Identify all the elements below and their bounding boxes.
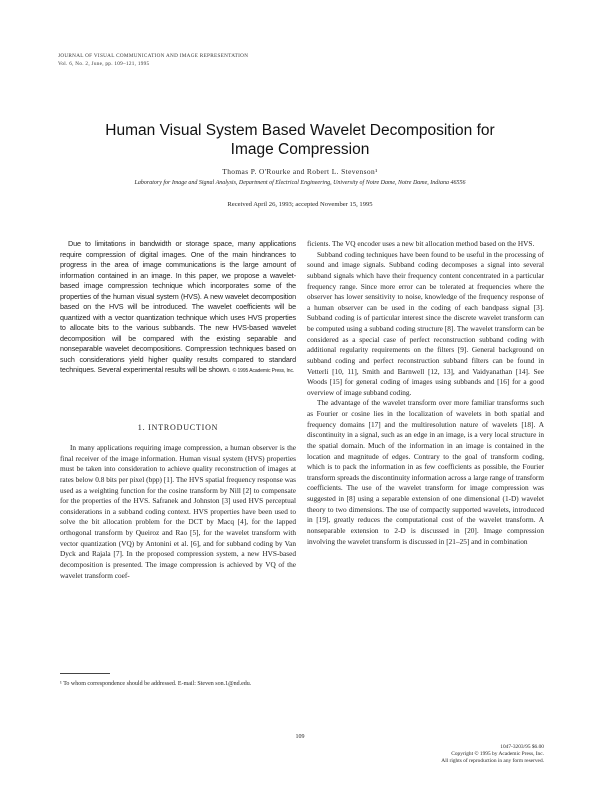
journal-header	[58, 52, 248, 68]
journal-name: JOURNAL OF VISUAL COMMUNICATION AND IMAGE REPRESENTATION	[58, 53, 249, 59]
paper-title	[40, 121, 560, 159]
footnote: ¹ To whom correspondence should be addressed. E-mail: Steven son.1@nd.edu.	[60, 681, 252, 687]
rights-reserved: All rights of reproduction in any form reserved.	[441, 758, 544, 764]
received-dates: Received April 26, 1993; accepted November 15, 1995	[227, 201, 373, 208]
footnote-rule	[60, 673, 110, 674]
copyright-block	[420, 744, 544, 765]
intro-paragraph: In many applications requiring image compression, a human observer is the final receiver of the image information. Human visual system (HVS) properties must be taken into consideration to achieve quality reconstruction of images at rates below 0.8 bits per pixel (bpp) [1]. The HVS spatial frequency response was used as a weighting function for the cosine transform by Nill [2] to compensate for the properties of the HVS. Safranek and Johnston [3] used HVS perceptual considerations in a subband coding context. HVS properties have been used to solve the bit allocation problem for the DCT by Macq [4], for the lapped orthogonal transform by Queiroz and Rao [5], for the wavelet transform with vector quantization (VQ) by Antonini et al. [6], and for subband coding by Van Dyck and Rajala [7]. In the proposed compression system, a new HVS-based decomposition is presented. The image compression is achieved by VQ of the wavelet transform coef-	[60, 443, 296, 580]
abstract-text: Due to limitations in bandwidth or storage space, many applications require compression of digital images. One of the main hindrances to progress in the area of image communications is the large amount of information contained in an image. In this paper, we propose a wavelet-based image compression technique which incorporates some of the properties of the human visual system (HVS). A new wavelet decomposition based on the HVS will be introduced. The wavelet coefficients will be quantized with a vector quantization technique which uses HVS properties to allocate bits to the various subbands. The new HVS-based wavelet decomposition will be compared with the existing separable and nonseparable wavelet decompositions. Compression techniques based on such considerations yield higher quality results compared to standard techniques. Several experimental results will be shown.	[60, 239, 296, 374]
left-column-body	[60, 443, 296, 581]
right-column-body	[307, 239, 544, 547]
copyright-line: Copyright © 1995 by Academic Press, Inc.	[451, 751, 544, 757]
section-heading-introduction: 1. INTRODUCTION	[137, 423, 219, 432]
page-number: 109	[295, 734, 305, 740]
paper-title-line2: Image Compression	[230, 141, 370, 158]
journal-volume: Vol. 6, No. 2, June, pp. 109–121, 1995	[58, 61, 150, 67]
right-paragraph-subband: Subband coding techniques have been found to be useful in the processing of sound and image signals. Subband coding decomposes a signal into several subband signals which have their frequency content concentrated in a particular frequency range. Since more error can be tolerated at frequencies where the observer has lower sensitivity to noise, knowledge of the frequency response of a human observer can be used in the coding of each bandpass signal [3]. Subband coding is of particular interest since the discrete wavelet transform can be computed using a subband coding structure [8]. The wavelet transform can be considered as a special case of perfect reconstruction subband coding with additional regularity requirements on the filters [9]. General background on subband coding and perfect reconstruction subband filters can be found in Vetterli [10, 11], Smith and Barnwell [12, 13], and Vaidyanathan [14]. See Woods [15] for general coding of images using subbands and [16] for a good overview of image subband coding.	[307, 249, 544, 397]
abstract-copyright: © 1995 Academic Press, Inc.	[232, 368, 295, 374]
issn-price: 1047-3203/95 $6.00	[500, 744, 544, 750]
paper-title-line1: Human Visual System Based Wavelet Decomposition for	[105, 122, 495, 139]
authors: Thomas P. O'Rourke and Robert L. Stevenson¹	[222, 167, 378, 176]
affiliation: Laboratory for Image and Signal Analysis, Department of Electrical Engineering, University of Notre Dame, Notre Dame, Indiana 46556	[134, 180, 466, 186]
right-paragraph-continued: ficients. The VQ encoder uses a new bit allocation method based on the HVS.	[307, 239, 535, 248]
right-paragraph-wavelet: The advantage of the wavelet transform over more familiar transforms such as Fourier or cosine lies in the localization of wavelets in both spatial and frequency domains [17] and the multiresolution nature of wavelets [18]. A discontinuity in a signal, such as an edge in an image, is a very local structure in the spatial domain. Much of the information in an image is contained in the location and magnitude of edges. Contrary to the goal of transform coding, which is to pack the information in as few coefficients as possible, the Fourier transform spreads the discontinuity information across a large range of transform coefficients. The use of the wavelet transform for image compression was suggested in [8] using a separable extension of one dimensional (1-D) wavelet theory to two dimensions. The use of compactly supported wavelets, introduced in [19], greatly reduces the computational cost of the wavelet transform. A nonseparable extension to 2-D is discussed in [20]. Image compression involving the wavelet transform is discussed in [21–25] and in combination	[307, 398, 544, 546]
abstract	[60, 239, 296, 377]
